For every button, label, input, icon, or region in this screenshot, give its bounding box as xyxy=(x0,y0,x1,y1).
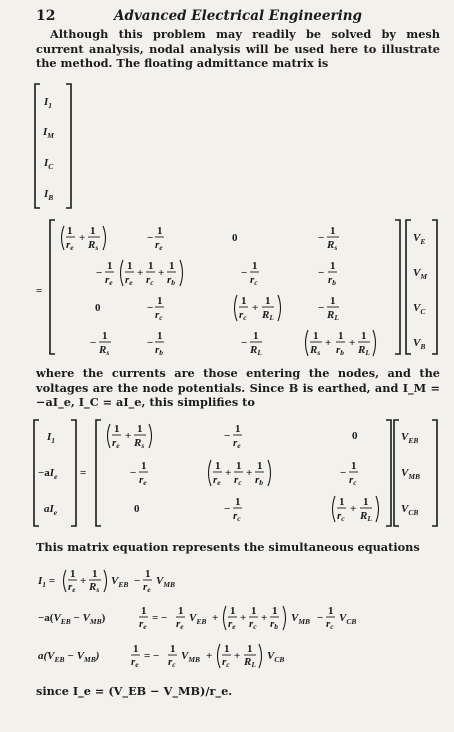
svg-text:rc: rc xyxy=(233,510,241,523)
svg-text:1: 1 xyxy=(215,460,221,472)
svg-text:rc: rc xyxy=(250,274,258,287)
svg-text:1: 1 xyxy=(235,423,241,435)
svg-text:rc: rc xyxy=(222,656,230,669)
svg-text:Rs: Rs xyxy=(134,437,145,450)
svg-text:+: + xyxy=(125,430,132,442)
svg-text:1: 1 xyxy=(157,330,163,342)
svg-text:RL: RL xyxy=(358,344,370,357)
svg-text:1: 1 xyxy=(265,295,271,307)
svg-text:−aIe: $-aI_e$ xyxy=(38,467,58,481)
svg-text:IM: $I_M$ xyxy=(43,126,54,140)
svg-text:I1 =: $I_1$ = xyxy=(38,575,56,589)
svg-text:−: − xyxy=(224,430,231,442)
svg-text:−: − xyxy=(318,267,325,279)
svg-text:VB: $V_B$ xyxy=(413,337,426,351)
svg-text:rb: rb xyxy=(270,618,279,631)
svg-text:1: 1 xyxy=(247,643,253,655)
svg-text:VEB: $V_{EB}$ xyxy=(111,575,129,589)
svg-text:rb: rb xyxy=(155,344,164,357)
svg-text:a(VEB − VMB): $a(V_{EB} - V_{MB})$ xyxy=(38,650,100,664)
svg-text:re: re xyxy=(125,274,133,287)
svg-text:1: 1 xyxy=(157,295,163,307)
svg-text:Rs: Rs xyxy=(310,344,321,357)
svg-text:rc: rc xyxy=(249,618,257,631)
svg-text:VCB: $V_{CB}$ xyxy=(267,650,285,664)
svg-text:re: re xyxy=(143,581,151,594)
svg-text:=: = xyxy=(80,467,87,479)
svg-text:1: 1 xyxy=(236,460,242,472)
svg-text:1: 1 xyxy=(141,605,147,617)
svg-text:−: − xyxy=(241,337,248,349)
svg-text:1: 1 xyxy=(70,568,76,580)
svg-text:RL: RL xyxy=(360,510,372,523)
simultaneous-paragraph: This matrix equation represents the simultaneous equations xyxy=(36,540,420,554)
svg-text:rc: rc xyxy=(337,510,345,523)
svg-text:rc: rc xyxy=(168,656,176,669)
svg-text:re: re xyxy=(105,274,113,287)
svg-text:1: 1 xyxy=(241,295,247,307)
running-title: Advanced Electrical Engineering xyxy=(114,8,362,24)
svg-text:1: 1 xyxy=(252,260,258,272)
simultaneous-equations xyxy=(0,560,454,682)
svg-text:1: 1 xyxy=(330,225,336,237)
svg-text:1: 1 xyxy=(127,260,133,272)
svg-text:1: 1 xyxy=(328,605,334,617)
svg-text:−: − xyxy=(96,267,103,279)
svg-text:RL: RL xyxy=(262,309,274,322)
svg-text:1: 1 xyxy=(313,330,319,342)
simplified-matrix-equation xyxy=(0,418,454,530)
svg-text:re: re xyxy=(176,618,184,631)
svg-text:rc: rc xyxy=(155,309,163,322)
svg-text:1: 1 xyxy=(157,225,163,237)
svg-text:re: re xyxy=(139,618,147,631)
svg-text:IC: $I_C$ xyxy=(44,157,54,171)
svg-text:+: + xyxy=(240,612,247,624)
svg-text:1: 1 xyxy=(137,423,143,435)
svg-text:rb: rb xyxy=(255,474,264,487)
page-header xyxy=(36,8,440,26)
svg-text:+: + xyxy=(158,267,165,279)
svg-text:rb: rb xyxy=(336,344,345,357)
svg-text:re: re xyxy=(155,239,163,252)
svg-text:1: 1 xyxy=(230,605,236,617)
svg-text:RL: RL xyxy=(250,344,262,357)
svg-text:+: + xyxy=(325,337,332,349)
svg-text:−: − xyxy=(224,503,231,515)
svg-text:VEB: $V_{EB}$ xyxy=(401,431,419,445)
svg-text:+: + xyxy=(206,650,213,662)
svg-text:+: + xyxy=(212,612,219,624)
since-paragraph: since I_e = (V_EB − V_MB)/r_e. xyxy=(36,684,233,698)
svg-text:−: − xyxy=(134,575,141,587)
svg-text:re: re xyxy=(68,581,76,594)
svg-text:VMB: $V_{MB}$ xyxy=(156,575,176,589)
svg-text:0: 0 xyxy=(232,232,238,244)
svg-text:−: − xyxy=(147,337,154,349)
svg-text:aIe: $aI_e$ xyxy=(44,503,58,517)
svg-text:re: re xyxy=(131,656,139,669)
svg-text:1: 1 xyxy=(361,330,367,342)
svg-text:1: 1 xyxy=(145,568,151,580)
svg-text:−: − xyxy=(318,232,325,244)
svg-text:rc: rc xyxy=(234,474,242,487)
svg-text:I1: $I_1$ xyxy=(47,431,56,445)
svg-text:=: = xyxy=(36,285,43,297)
svg-text:1: 1 xyxy=(272,605,278,617)
svg-text:1: 1 xyxy=(330,260,336,272)
svg-text:1: 1 xyxy=(257,460,263,472)
svg-text:0: 0 xyxy=(352,430,358,442)
svg-text:−: − xyxy=(241,267,248,279)
svg-text:re: re xyxy=(66,239,74,252)
svg-text:+: + xyxy=(252,302,259,314)
svg-text:VCB: $V_{CB}$ xyxy=(339,612,357,626)
svg-text:IB: $I_B$ xyxy=(44,188,54,202)
svg-text:−: − xyxy=(318,302,325,314)
svg-text:1: 1 xyxy=(178,605,184,617)
svg-text:1: 1 xyxy=(363,496,369,508)
svg-text:re: re xyxy=(213,474,221,487)
current-vector xyxy=(0,82,454,212)
svg-text:1: 1 xyxy=(251,605,257,617)
svg-text:VC: $V_C$ xyxy=(413,302,426,316)
svg-text:Rs: Rs xyxy=(99,344,110,357)
svg-text:0: 0 xyxy=(95,302,101,314)
svg-text:rc: rc xyxy=(239,309,247,322)
svg-text:1: 1 xyxy=(102,330,108,342)
svg-text:VMB: $V_{MB}$ xyxy=(291,612,311,626)
svg-text:−: − xyxy=(317,612,324,624)
svg-text:+: + xyxy=(234,650,241,662)
svg-text:+: + xyxy=(246,467,253,479)
svg-text:1: 1 xyxy=(148,260,154,272)
svg-text:−a(VEB − VMB): $-a(V_{EB} - V_{MB})$ xyxy=(38,612,106,626)
svg-text:+: + xyxy=(80,575,87,587)
svg-text:= −: = − xyxy=(144,650,160,662)
svg-text:1: 1 xyxy=(253,330,259,342)
svg-text:+: + xyxy=(350,503,357,515)
svg-text:1: 1 xyxy=(170,643,176,655)
svg-text:1: 1 xyxy=(224,643,230,655)
svg-text:−: − xyxy=(147,302,154,314)
svg-text:Rs: Rs xyxy=(88,239,99,252)
svg-text:re: re xyxy=(233,437,241,450)
svg-text:1: 1 xyxy=(114,423,120,435)
svg-text:+: + xyxy=(261,612,268,624)
svg-text:1: 1 xyxy=(67,225,73,237)
svg-text:+: + xyxy=(349,337,356,349)
svg-text:rc: rc xyxy=(349,474,357,487)
svg-text:Rs: Rs xyxy=(89,581,100,594)
svg-text:= −: = − xyxy=(152,612,168,624)
svg-text:Rs: Rs xyxy=(327,239,338,252)
svg-text:1: 1 xyxy=(235,496,241,508)
svg-text:+: + xyxy=(79,232,86,244)
svg-text:re: re xyxy=(139,474,147,487)
svg-text:−: − xyxy=(130,467,137,479)
svg-text:+: + xyxy=(137,267,144,279)
svg-text:rb: rb xyxy=(328,274,337,287)
svg-text:1: 1 xyxy=(330,295,336,307)
svg-text:−: − xyxy=(90,337,97,349)
svg-text:−: − xyxy=(147,232,154,244)
svg-text:+: + xyxy=(225,467,232,479)
svg-text:1: 1 xyxy=(351,460,357,472)
svg-text:re: re xyxy=(228,618,236,631)
svg-text:1: 1 xyxy=(133,643,139,655)
svg-text:rb: rb xyxy=(167,274,176,287)
svg-text:1: 1 xyxy=(338,330,344,342)
svg-text:1: 1 xyxy=(90,225,96,237)
svg-text:I1: $I_1$ xyxy=(44,96,53,110)
svg-text:rc: rc xyxy=(326,618,334,631)
svg-text:VCB: $V_{CB}$ xyxy=(401,503,419,517)
svg-text:VE: $V_E$ xyxy=(413,232,426,246)
svg-text:RL: RL xyxy=(244,656,256,669)
intro-paragraph: Although this problem may readily be solved by mesh current analysis, nodal analysis will be used here to illustrate the method. The floating admittance matrix is xyxy=(36,27,440,70)
svg-text:−: − xyxy=(340,467,347,479)
svg-text:re: re xyxy=(112,437,120,450)
svg-text:VM: $V_M$ xyxy=(413,267,428,281)
svg-text:1: 1 xyxy=(92,568,98,580)
svg-text:VMB: $V_{MB}$ xyxy=(181,650,201,664)
svg-text:1: 1 xyxy=(169,260,175,272)
currents-nodes-paragraph: where the currents are those entering the nodes, and the voltages are the node potentials. Since B is earthed, and I_M = −aI_e, I_C = aI_e, this simplifies to xyxy=(36,366,440,409)
page-number: 12 xyxy=(36,8,56,24)
svg-text:0: 0 xyxy=(134,503,140,515)
floating-admittance-matrix xyxy=(0,218,454,358)
svg-text:RL: RL xyxy=(327,309,339,322)
svg-text:1: 1 xyxy=(107,260,113,272)
svg-text:1: 1 xyxy=(141,460,147,472)
svg-text:VEB: $V_{EB}$ xyxy=(189,612,207,626)
svg-text:1: 1 xyxy=(339,496,345,508)
svg-text:VMB: $V_{MB}$ xyxy=(401,467,421,481)
svg-text:rc: rc xyxy=(146,274,154,287)
